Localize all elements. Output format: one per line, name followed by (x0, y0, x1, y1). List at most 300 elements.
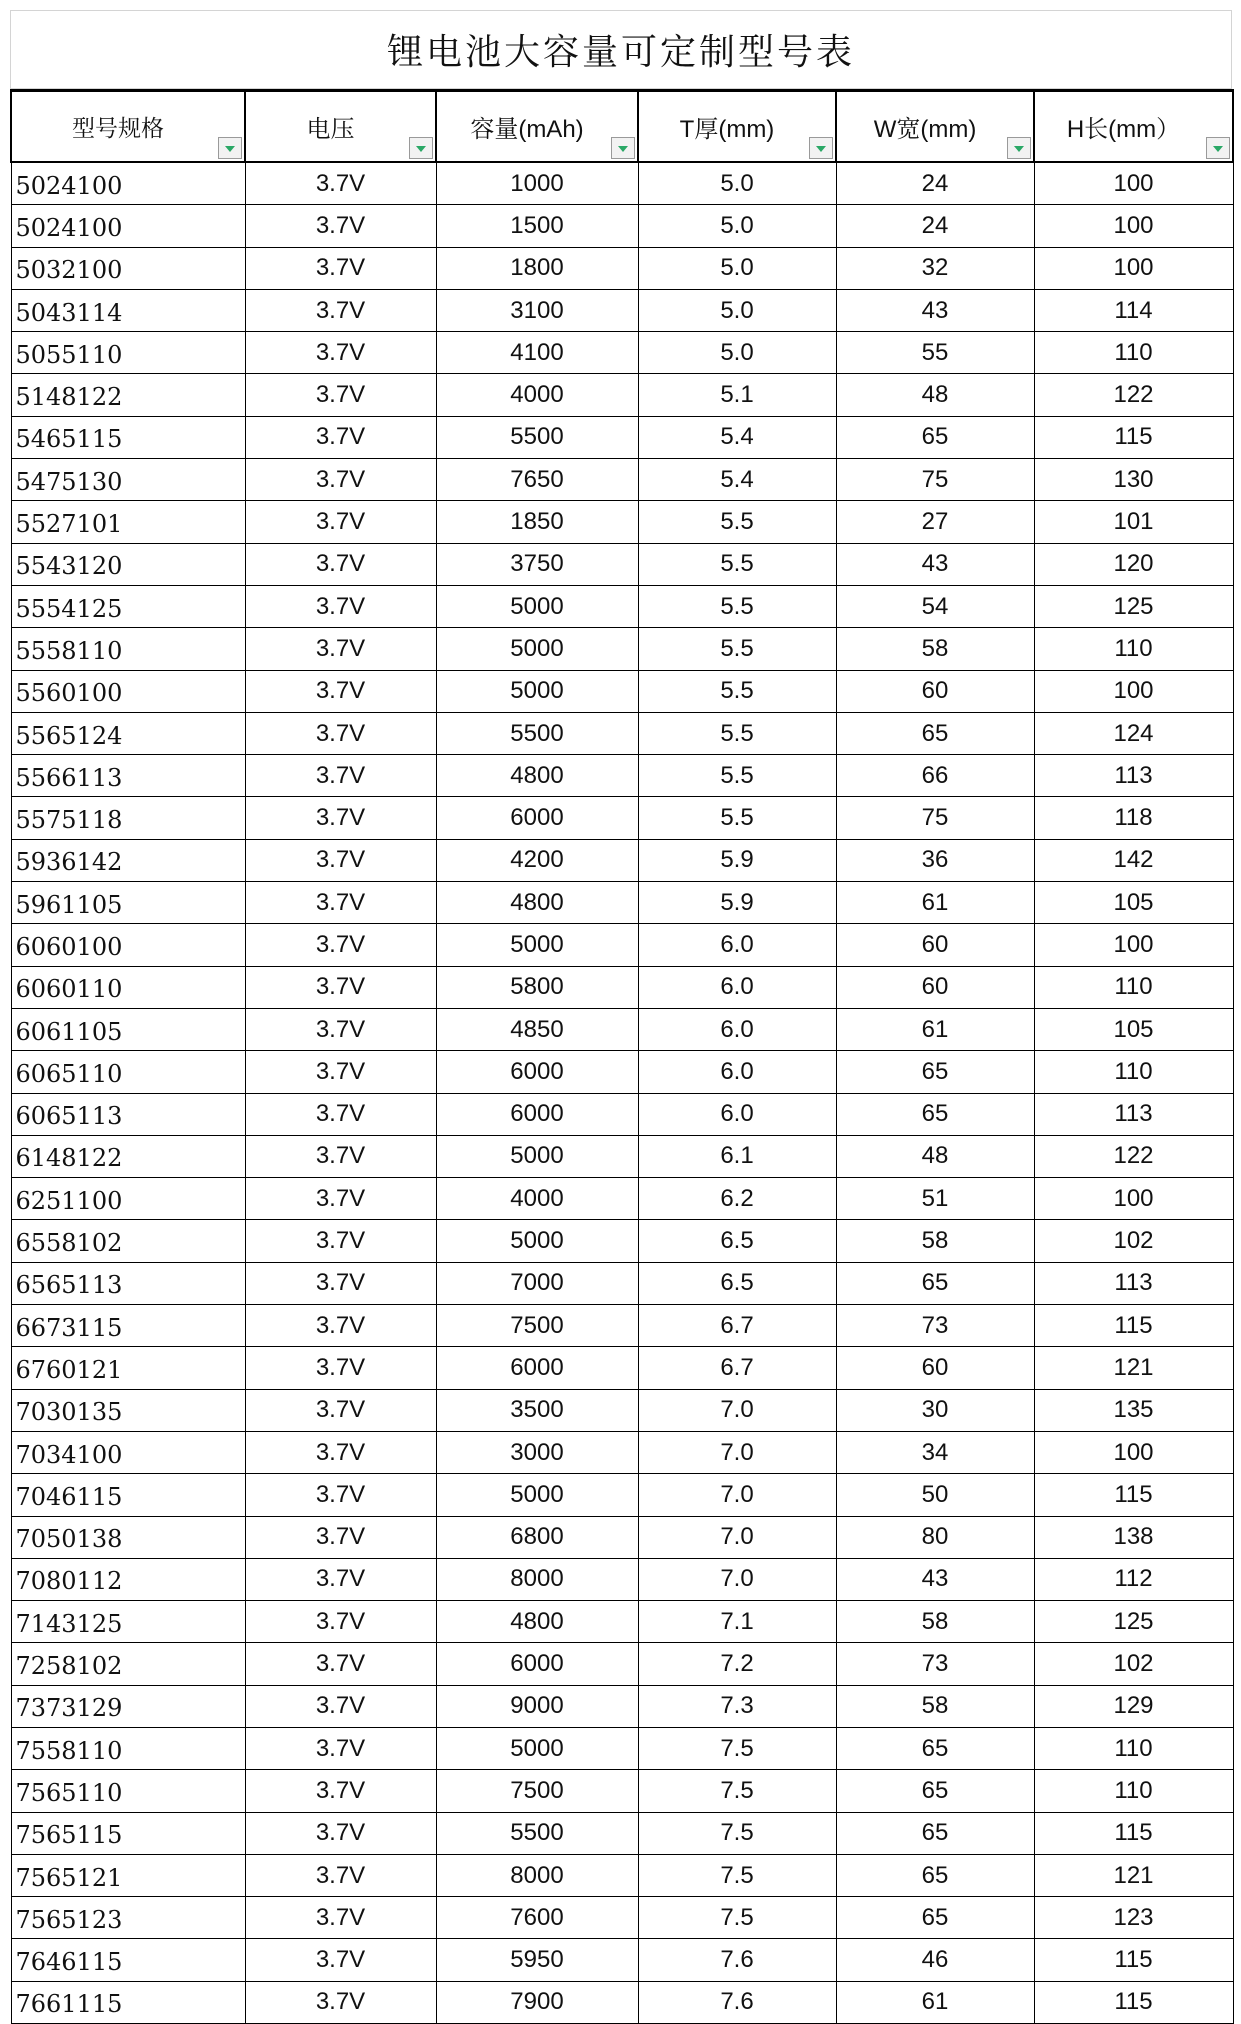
thickness-cell[interactable]: 5.1 (638, 374, 836, 416)
table-row (11, 332, 1233, 374)
model-cell[interactable]: 5465115 (11, 416, 245, 458)
width-cell[interactable]: 30 (836, 1389, 1034, 1431)
length-cell[interactable]: 115 (1034, 416, 1233, 458)
table-row (11, 1939, 1233, 1981)
capacity-cell[interactable]: 5000 (436, 1727, 638, 1769)
width-cell[interactable]: 43 (836, 1558, 1034, 1600)
capacity-cell[interactable]: 8000 (436, 1558, 638, 1600)
capacity-cell[interactable]: 3750 (436, 543, 638, 585)
length-cell[interactable]: 105 (1034, 1008, 1233, 1050)
thickness-cell[interactable]: 5.5 (638, 628, 836, 670)
voltage-cell[interactable]: 3.7V (245, 501, 436, 543)
voltage-cell[interactable]: 3.7V (245, 839, 436, 881)
voltage-cell[interactable]: 3.7V (245, 374, 436, 416)
thickness-cell[interactable]: 7.0 (638, 1516, 836, 1558)
model-cell[interactable]: 5148122 (11, 374, 245, 416)
thickness-cell[interactable]: 5.4 (638, 416, 836, 458)
voltage-cell[interactable]: 3.7V (245, 1727, 436, 1769)
capacity-cell[interactable]: 5000 (436, 628, 638, 670)
model-cell[interactable]: 6060110 (11, 966, 245, 1008)
voltage-cell[interactable]: 3.7V (245, 247, 436, 289)
length-cell[interactable]: 110 (1034, 1770, 1233, 1812)
header-thickness (638, 91, 836, 163)
voltage-cell[interactable]: 3.7V (245, 205, 436, 247)
length-cell[interactable]: 115 (1034, 1474, 1233, 1516)
width-cell[interactable]: 66 (836, 755, 1034, 797)
voltage-cell[interactable]: 3.7V (245, 1601, 436, 1643)
model-cell[interactable]: 5527101 (11, 501, 245, 543)
capacity-cell[interactable]: 4850 (436, 1008, 638, 1050)
length-cell[interactable]: 112 (1034, 1558, 1233, 1600)
length-cell[interactable]: 121 (1034, 1854, 1233, 1896)
capacity-cell[interactable]: 5500 (436, 1812, 638, 1854)
thickness-cell[interactable]: 5.5 (638, 501, 836, 543)
width-cell[interactable]: 46 (836, 1939, 1034, 1981)
voltage-cell[interactable]: 3.7V (245, 1135, 436, 1177)
length-cell[interactable]: 102 (1034, 1220, 1233, 1262)
table-row (11, 1135, 1233, 1177)
width-cell[interactable]: 34 (836, 1431, 1034, 1473)
model-cell[interactable]: 5475130 (11, 459, 245, 501)
length-cell[interactable]: 138 (1034, 1516, 1233, 1558)
model-cell[interactable]: 5566113 (11, 755, 245, 797)
voltage-cell[interactable]: 3.7V (245, 1389, 436, 1431)
model-cell[interactable]: 6148122 (11, 1135, 245, 1177)
width-cell[interactable]: 48 (836, 374, 1034, 416)
model-cell[interactable]: 7373129 (11, 1685, 245, 1727)
voltage-cell[interactable]: 3.7V (245, 1051, 436, 1093)
width-cell[interactable]: 65 (836, 1093, 1034, 1135)
voltage-cell[interactable]: 3.7V (245, 1431, 436, 1473)
capacity-cell[interactable]: 5500 (436, 712, 638, 754)
model-cell[interactable]: 6065110 (11, 1051, 245, 1093)
thickness-cell[interactable]: 7.1 (638, 1601, 836, 1643)
length-cell[interactable]: 118 (1034, 797, 1233, 839)
thickness-cell[interactable]: 5.0 (638, 205, 836, 247)
thickness-cell[interactable]: 7.5 (638, 1770, 836, 1812)
width-cell[interactable]: 65 (836, 1051, 1034, 1093)
voltage-cell[interactable]: 3.7V (245, 966, 436, 1008)
length-cell[interactable]: 100 (1034, 205, 1233, 247)
width-cell[interactable]: 60 (836, 966, 1034, 1008)
capacity-cell[interactable]: 8000 (436, 1854, 638, 1896)
thickness-cell[interactable]: 5.9 (638, 839, 836, 881)
model-cell[interactable]: 5043114 (11, 289, 245, 331)
length-cell[interactable]: 124 (1034, 712, 1233, 754)
width-cell[interactable]: 65 (836, 416, 1034, 458)
voltage-cell[interactable]: 3.7V (245, 162, 436, 205)
voltage-cell[interactable]: 3.7V (245, 332, 436, 374)
length-cell[interactable]: 113 (1034, 755, 1233, 797)
model-cell[interactable]: 7034100 (11, 1431, 245, 1473)
thickness-cell[interactable]: 6.5 (638, 1262, 836, 1304)
model-cell[interactable]: 7646115 (11, 1939, 245, 1981)
thickness-cell[interactable]: 6.0 (638, 1008, 836, 1050)
width-cell[interactable]: 65 (836, 1897, 1034, 1939)
capacity-cell[interactable]: 1850 (436, 501, 638, 543)
capacity-cell[interactable]: 4200 (436, 839, 638, 881)
filter-dropdown-icon[interactable] (409, 137, 433, 159)
width-cell[interactable]: 65 (836, 1770, 1034, 1812)
capacity-cell[interactable]: 7000 (436, 1262, 638, 1304)
length-cell[interactable]: 130 (1034, 459, 1233, 501)
capacity-cell[interactable]: 7650 (436, 459, 638, 501)
voltage-cell[interactable]: 3.7V (245, 1305, 436, 1347)
width-cell[interactable]: 60 (836, 670, 1034, 712)
voltage-cell[interactable]: 3.7V (245, 1558, 436, 1600)
capacity-cell[interactable]: 9000 (436, 1685, 638, 1727)
width-cell[interactable]: 55 (836, 332, 1034, 374)
length-cell[interactable]: 122 (1034, 1135, 1233, 1177)
voltage-cell[interactable]: 3.7V (245, 1939, 436, 1981)
length-cell[interactable]: 100 (1034, 924, 1233, 966)
length-cell[interactable]: 129 (1034, 1685, 1233, 1727)
thickness-cell[interactable]: 7.0 (638, 1389, 836, 1431)
thickness-cell[interactable]: 5.5 (638, 712, 836, 754)
thickness-cell[interactable]: 5.5 (638, 585, 836, 627)
width-cell[interactable]: 54 (836, 585, 1034, 627)
model-cell[interactable]: 6558102 (11, 1220, 245, 1262)
sheet-title: 锂电池大容量可定制型号表 (386, 32, 855, 73)
thickness-cell[interactable]: 5.9 (638, 882, 836, 924)
model-cell[interactable]: 7661115 (11, 1981, 245, 2023)
capacity-cell[interactable]: 1800 (436, 247, 638, 289)
table-row (11, 1474, 1233, 1516)
thickness-cell[interactable]: 6.7 (638, 1305, 836, 1347)
capacity-cell[interactable]: 5000 (436, 1135, 638, 1177)
width-cell[interactable]: 24 (836, 205, 1034, 247)
width-cell[interactable]: 24 (836, 162, 1034, 205)
header-label: T厚(mm) (679, 116, 775, 143)
length-cell[interactable]: 100 (1034, 1178, 1233, 1220)
thickness-cell[interactable]: 5.5 (638, 755, 836, 797)
table-row (11, 797, 1233, 839)
voltage-cell[interactable]: 3.7V (245, 1093, 436, 1135)
capacity-cell[interactable]: 1500 (436, 205, 638, 247)
table-row (11, 1389, 1233, 1431)
capacity-cell[interactable]: 4800 (436, 882, 638, 924)
model-cell[interactable]: 6251100 (11, 1178, 245, 1220)
length-cell[interactable]: 100 (1034, 1431, 1233, 1473)
length-cell[interactable]: 101 (1034, 501, 1233, 543)
width-cell[interactable]: 61 (836, 1981, 1034, 2023)
length-cell[interactable]: 102 (1034, 1643, 1233, 1685)
model-cell[interactable]: 7565123 (11, 1897, 245, 1939)
model-cell[interactable]: 6060100 (11, 924, 245, 966)
model-cell[interactable]: 6061105 (11, 1008, 245, 1050)
thickness-cell[interactable]: 5.5 (638, 543, 836, 585)
thickness-cell[interactable]: 7.3 (638, 1685, 836, 1727)
width-cell[interactable]: 43 (836, 543, 1034, 585)
table-row (11, 416, 1233, 458)
width-cell[interactable]: 65 (836, 1812, 1034, 1854)
thickness-cell[interactable]: 7.5 (638, 1812, 836, 1854)
table-row (11, 1854, 1233, 1896)
voltage-cell[interactable]: 3.7V (245, 882, 436, 924)
header-label: 型号规格 (72, 116, 164, 142)
length-cell[interactable]: 113 (1034, 1093, 1233, 1135)
voltage-cell[interactable]: 3.7V (245, 1008, 436, 1050)
width-cell[interactable]: 75 (836, 459, 1034, 501)
length-cell[interactable]: 120 (1034, 543, 1233, 585)
model-cell[interactable]: 5961105 (11, 882, 245, 924)
length-cell[interactable]: 100 (1034, 670, 1233, 712)
capacity-cell[interactable]: 6800 (436, 1516, 638, 1558)
voltage-cell[interactable]: 3.7V (245, 1262, 436, 1304)
width-cell[interactable]: 60 (836, 924, 1034, 966)
voltage-cell[interactable]: 3.7V (245, 1516, 436, 1558)
voltage-cell[interactable]: 3.7V (245, 670, 436, 712)
length-cell[interactable]: 110 (1034, 1727, 1233, 1769)
length-cell[interactable]: 114 (1034, 289, 1233, 331)
capacity-cell[interactable]: 7900 (436, 1981, 638, 2023)
length-cell[interactable]: 123 (1034, 1897, 1233, 1939)
voltage-cell[interactable]: 3.7V (245, 755, 436, 797)
model-cell[interactable]: 7080112 (11, 1558, 245, 1600)
voltage-cell[interactable]: 3.7V (245, 1220, 436, 1262)
table-row (11, 924, 1233, 966)
filter-dropdown-icon[interactable] (809, 137, 833, 159)
capacity-cell[interactable]: 5950 (436, 1939, 638, 1981)
capacity-cell[interactable]: 4000 (436, 374, 638, 416)
length-cell[interactable]: 115 (1034, 1305, 1233, 1347)
width-cell[interactable]: 43 (836, 289, 1034, 331)
table-row (11, 882, 1233, 924)
model-cell[interactable]: 5543120 (11, 543, 245, 585)
thickness-cell[interactable]: 7.6 (638, 1939, 836, 1981)
capacity-cell[interactable]: 1000 (436, 162, 638, 205)
voltage-cell[interactable]: 3.7V (245, 585, 436, 627)
length-cell[interactable]: 135 (1034, 1389, 1233, 1431)
width-cell[interactable]: 58 (836, 628, 1034, 670)
model-cell[interactable]: 5558110 (11, 628, 245, 670)
capacity-cell[interactable]: 6000 (436, 1093, 638, 1135)
capacity-cell[interactable]: 7500 (436, 1770, 638, 1812)
model-cell[interactable]: 7143125 (11, 1601, 245, 1643)
filter-dropdown-icon[interactable] (611, 137, 635, 159)
thickness-cell[interactable]: 7.0 (638, 1474, 836, 1516)
thickness-cell[interactable]: 5.5 (638, 670, 836, 712)
model-cell[interactable]: 7050138 (11, 1516, 245, 1558)
table-row (11, 755, 1233, 797)
thickness-cell[interactable]: 6.0 (638, 924, 836, 966)
model-cell[interactable]: 5575118 (11, 797, 245, 839)
table-row (11, 1178, 1233, 1220)
width-cell[interactable]: 27 (836, 501, 1034, 543)
length-cell[interactable]: 142 (1034, 839, 1233, 881)
width-cell[interactable]: 75 (836, 797, 1034, 839)
header-capacity (436, 91, 638, 163)
width-cell[interactable]: 61 (836, 882, 1034, 924)
width-cell[interactable]: 65 (836, 1854, 1034, 1896)
capacity-cell[interactable]: 6000 (436, 1347, 638, 1389)
table-row (11, 1008, 1233, 1050)
width-cell[interactable]: 61 (836, 1008, 1034, 1050)
model-cell[interactable]: 5032100 (11, 247, 245, 289)
width-cell[interactable]: 65 (836, 1727, 1034, 1769)
length-cell[interactable]: 115 (1034, 1939, 1233, 1981)
model-cell[interactable]: 7565110 (11, 1770, 245, 1812)
capacity-cell[interactable]: 3500 (436, 1389, 638, 1431)
width-cell[interactable]: 73 (836, 1643, 1034, 1685)
width-cell[interactable]: 58 (836, 1601, 1034, 1643)
table-row (11, 712, 1233, 754)
model-cell[interactable]: 5055110 (11, 332, 245, 374)
voltage-cell[interactable]: 3.7V (245, 797, 436, 839)
thickness-cell[interactable]: 7.5 (638, 1854, 836, 1896)
width-cell[interactable]: 36 (836, 839, 1034, 881)
width-cell[interactable]: 65 (836, 1262, 1034, 1304)
table-row (11, 289, 1233, 331)
table-row (11, 1981, 1233, 2023)
length-cell[interactable]: 110 (1034, 966, 1233, 1008)
capacity-cell[interactable]: 3100 (436, 289, 638, 331)
voltage-cell[interactable]: 3.7V (245, 543, 436, 585)
thickness-cell[interactable]: 7.0 (638, 1431, 836, 1473)
voltage-cell[interactable]: 3.7V (245, 289, 436, 331)
capacity-cell[interactable]: 5000 (436, 585, 638, 627)
length-cell[interactable]: 113 (1034, 1262, 1233, 1304)
voltage-cell[interactable]: 3.7V (245, 1347, 436, 1389)
table-body (11, 162, 1233, 2024)
thickness-cell[interactable]: 5.4 (638, 459, 836, 501)
width-cell[interactable]: 32 (836, 247, 1034, 289)
voltage-cell[interactable]: 3.7V (245, 416, 436, 458)
model-cell[interactable]: 5936142 (11, 839, 245, 881)
length-cell[interactable]: 110 (1034, 332, 1233, 374)
model-cell[interactable]: 5560100 (11, 670, 245, 712)
filter-dropdown-icon[interactable] (218, 137, 242, 159)
capacity-cell[interactable]: 7600 (436, 1897, 638, 1939)
table-row (11, 501, 1233, 543)
capacity-cell[interactable]: 5000 (436, 924, 638, 966)
thickness-cell[interactable]: 6.0 (638, 1093, 836, 1135)
voltage-cell[interactable]: 3.7V (245, 1812, 436, 1854)
voltage-cell[interactable]: 3.7V (245, 712, 436, 754)
capacity-cell[interactable]: 5000 (436, 1474, 638, 1516)
thickness-cell[interactable]: 7.2 (638, 1643, 836, 1685)
capacity-cell[interactable]: 4100 (436, 332, 638, 374)
voltage-cell[interactable]: 3.7V (245, 1897, 436, 1939)
thickness-cell[interactable]: 6.1 (638, 1135, 836, 1177)
capacity-cell[interactable]: 6000 (436, 1643, 638, 1685)
thickness-cell[interactable]: 6.5 (638, 1220, 836, 1262)
length-cell[interactable]: 125 (1034, 585, 1233, 627)
filter-dropdown-icon[interactable] (1007, 137, 1031, 159)
model-cell[interactable]: 6760121 (11, 1347, 245, 1389)
capacity-cell[interactable]: 5000 (436, 1220, 638, 1262)
length-cell[interactable]: 110 (1034, 1051, 1233, 1093)
capacity-cell[interactable]: 5800 (436, 966, 638, 1008)
voltage-cell[interactable]: 3.7V (245, 628, 436, 670)
table-row (11, 374, 1233, 416)
capacity-cell[interactable]: 7500 (436, 1305, 638, 1347)
width-cell[interactable]: 58 (836, 1220, 1034, 1262)
capacity-cell[interactable]: 4800 (436, 755, 638, 797)
voltage-cell[interactable]: 3.7V (245, 924, 436, 966)
voltage-cell[interactable]: 3.7V (245, 1770, 436, 1812)
filter-dropdown-icon[interactable] (1206, 137, 1230, 159)
table-row (11, 1262, 1233, 1304)
table-row (11, 585, 1233, 627)
thickness-cell[interactable]: 7.0 (638, 1558, 836, 1600)
model-cell[interactable]: 5024100 (11, 162, 245, 205)
width-cell[interactable]: 80 (836, 1516, 1034, 1558)
capacity-cell[interactable]: 5500 (436, 416, 638, 458)
width-cell[interactable]: 65 (836, 712, 1034, 754)
voltage-cell[interactable]: 3.7V (245, 1854, 436, 1896)
voltage-cell[interactable]: 3.7V (245, 1474, 436, 1516)
model-cell[interactable]: 6673115 (11, 1305, 245, 1347)
width-cell[interactable]: 60 (836, 1347, 1034, 1389)
model-cell[interactable]: 7558110 (11, 1727, 245, 1769)
model-cell[interactable]: 5024100 (11, 205, 245, 247)
width-cell[interactable]: 73 (836, 1305, 1034, 1347)
thickness-cell[interactable]: 6.2 (638, 1178, 836, 1220)
thickness-cell[interactable]: 5.0 (638, 162, 836, 205)
model-cell[interactable]: 7046115 (11, 1474, 245, 1516)
capacity-cell[interactable]: 3000 (436, 1431, 638, 1473)
header-voltage (245, 91, 436, 163)
length-cell[interactable]: 115 (1034, 1812, 1233, 1854)
model-cell[interactable]: 7565115 (11, 1812, 245, 1854)
length-cell[interactable]: 121 (1034, 1347, 1233, 1389)
capacity-cell[interactable]: 5000 (436, 670, 638, 712)
model-cell[interactable]: 6565113 (11, 1262, 245, 1304)
thickness-cell[interactable]: 6.0 (638, 1051, 836, 1093)
table-row (11, 1431, 1233, 1473)
table-row (11, 1051, 1233, 1093)
voltage-cell[interactable]: 3.7V (245, 1685, 436, 1727)
length-cell[interactable]: 100 (1034, 162, 1233, 205)
capacity-cell[interactable]: 4000 (436, 1178, 638, 1220)
length-cell[interactable]: 122 (1034, 374, 1233, 416)
width-cell[interactable]: 51 (836, 1178, 1034, 1220)
thickness-cell[interactable]: 5.0 (638, 247, 836, 289)
length-cell[interactable]: 110 (1034, 628, 1233, 670)
capacity-cell[interactable]: 6000 (436, 797, 638, 839)
model-cell[interactable]: 7030135 (11, 1389, 245, 1431)
model-cell[interactable]: 5565124 (11, 712, 245, 754)
capacity-cell[interactable]: 6000 (436, 1051, 638, 1093)
length-cell[interactable]: 105 (1034, 882, 1233, 924)
voltage-cell[interactable]: 3.7V (245, 459, 436, 501)
model-cell[interactable]: 5554125 (11, 585, 245, 627)
thickness-cell[interactable]: 5.0 (638, 332, 836, 374)
length-cell[interactable]: 100 (1034, 247, 1233, 289)
model-cell[interactable]: 7258102 (11, 1643, 245, 1685)
width-cell[interactable]: 48 (836, 1135, 1034, 1177)
thickness-cell[interactable]: 7.6 (638, 1981, 836, 2023)
header-length (1034, 91, 1233, 163)
thickness-cell[interactable]: 6.7 (638, 1347, 836, 1389)
thickness-cell[interactable]: 5.0 (638, 289, 836, 331)
thickness-cell[interactable]: 7.5 (638, 1727, 836, 1769)
voltage-cell[interactable]: 3.7V (245, 1178, 436, 1220)
voltage-cell[interactable]: 3.7V (245, 1643, 436, 1685)
capacity-cell[interactable]: 4800 (436, 1601, 638, 1643)
thickness-cell[interactable]: 6.0 (638, 966, 836, 1008)
length-cell[interactable]: 115 (1034, 1981, 1233, 2023)
model-cell[interactable]: 7565121 (11, 1854, 245, 1896)
thickness-cell[interactable]: 5.5 (638, 797, 836, 839)
width-cell[interactable]: 50 (836, 1474, 1034, 1516)
length-cell[interactable]: 125 (1034, 1601, 1233, 1643)
width-cell[interactable]: 58 (836, 1685, 1034, 1727)
model-cell[interactable]: 6065113 (11, 1093, 245, 1135)
thickness-cell[interactable]: 7.5 (638, 1897, 836, 1939)
voltage-cell[interactable]: 3.7V (245, 1981, 436, 2023)
